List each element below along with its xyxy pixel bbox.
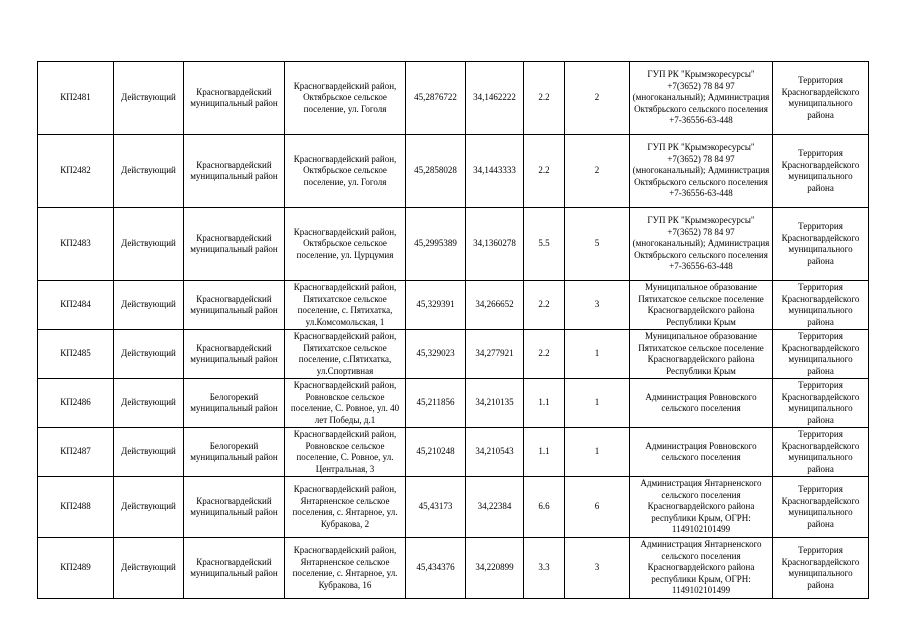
cell-territory: Территория Красногвардейского муниципального района (773, 62, 869, 135)
cell-territory: Территория Красногвардейского муниципального района (773, 428, 869, 477)
cell-owner: Администрация Янтарненского сельского поселения Красногвардейского района республики Крым, ОГРН: 1149102101499 (630, 477, 773, 538)
cell-id: КП2489 (38, 538, 114, 599)
cell-area: 2.2 (524, 135, 565, 208)
cell-count: 1 (565, 379, 630, 428)
cell-id: КП2488 (38, 477, 114, 538)
cell-status: Действующий (114, 208, 184, 281)
cell-id: КП2486 (38, 379, 114, 428)
cell-territory: Территория Красногвардейского муниципального района (773, 208, 869, 281)
cell-latitude: 45,329391 (406, 281, 466, 330)
cell-district: Белогорекий муниципальный район (184, 428, 285, 477)
cell-status: Действующий (114, 62, 184, 135)
cell-status: Действующий (114, 330, 184, 379)
cell-latitude: 45,329023 (406, 330, 466, 379)
cell-address: Красногвардейский район, Октябрьское сельское поселение, ул. Цурцумия (285, 208, 406, 281)
cell-area: 6.6 (524, 477, 565, 538)
table-row (38, 428, 869, 477)
cell-address: Красногвардейский район, Пятихатское сельское поселение, с.Пятихатка, ул.Спортивная (285, 330, 406, 379)
cell-district: Белогорекий муниципальный район (184, 379, 285, 428)
cell-longitude: 34,22384 (466, 477, 524, 538)
cell-longitude: 34,1360278 (466, 208, 524, 281)
cell-latitude: 45,2876722 (406, 62, 466, 135)
cell-longitude: 34,266652 (466, 281, 524, 330)
table-row (38, 135, 869, 208)
cell-longitude: 34,210543 (466, 428, 524, 477)
cell-id: КП2483 (38, 208, 114, 281)
cell-status: Действующий (114, 477, 184, 538)
table-row (38, 379, 869, 428)
cell-address: Красногвардейский район, Янтарненское сельское поселения, с. Янтарное, ул. Кубракова, 2 (285, 477, 406, 538)
cell-address: Красногвардейский район, Ровновское сельское поселение, С. Ровное, ул. 40 лет Победы, д.1 (285, 379, 406, 428)
cell-count: 5 (565, 208, 630, 281)
table-row (38, 538, 869, 599)
cell-count: 1 (565, 330, 630, 379)
registry-table (37, 61, 869, 599)
cell-latitude: 45,434376 (406, 538, 466, 599)
cell-count: 1 (565, 428, 630, 477)
cell-area: 5.5 (524, 208, 565, 281)
cell-territory: Территория Красногвардейского муниципального района (773, 281, 869, 330)
cell-owner: ГУП РК "Крымэкоресурсы" +7(3652) 78 84 97 (многоканальный); Администрация Октябрьского сельского поселения +7-36556-63-448 (630, 135, 773, 208)
cell-owner: Администрация Ровновского сельского поселения (630, 428, 773, 477)
cell-area: 1.1 (524, 379, 565, 428)
cell-id: КП2485 (38, 330, 114, 379)
cell-address: Красногвардейский район, Октябрьское сельское поселение, ул. Гоголя (285, 135, 406, 208)
table-row (38, 477, 869, 538)
cell-territory: Территория Красногвардейского муниципального района (773, 135, 869, 208)
cell-owner: Муниципальное образование Пятихатское сельское поселение Красногвардейского района Республики Крым (630, 281, 773, 330)
table-row (38, 208, 869, 281)
cell-longitude: 34,220899 (466, 538, 524, 599)
cell-latitude: 45,43173 (406, 477, 466, 538)
cell-district: Красногвардейский муниципальный район (184, 538, 285, 599)
cell-longitude: 34,210135 (466, 379, 524, 428)
cell-longitude: 34,1462222 (466, 62, 524, 135)
cell-id: КП2484 (38, 281, 114, 330)
cell-id: КП2481 (38, 62, 114, 135)
cell-id: КП2487 (38, 428, 114, 477)
cell-territory: Территория Красногвардейского муниципального района (773, 477, 869, 538)
cell-area: 2.2 (524, 330, 565, 379)
cell-address: Красногвардейский район, Октябрьское сельское поселение, ул. Гоголя (285, 62, 406, 135)
cell-area: 3.3 (524, 538, 565, 599)
cell-latitude: 45,211856 (406, 379, 466, 428)
table-row (38, 330, 869, 379)
cell-territory: Территория Красногвардейского муниципального района (773, 538, 869, 599)
cell-status: Действующий (114, 135, 184, 208)
cell-owner: ГУП РК "Крымэкоресурсы" +7(3652) 78 84 97 (многоканальный); Администрация Октябрьского сельского поселения +7-36556-63-448 (630, 62, 773, 135)
cell-area: 2.2 (524, 62, 565, 135)
cell-district: Красногвардейский муниципальный район (184, 62, 285, 135)
cell-district: Красногвардейский муниципальный район (184, 330, 285, 379)
cell-area: 1.1 (524, 428, 565, 477)
cell-address: Красногвардейский район, Ровновское сельское поселение, С. Ровное, ул. Центральная, 3 (285, 428, 406, 477)
cell-district: Красногвардейский муниципальный район (184, 477, 285, 538)
cell-district: Красногвардейский муниципальный район (184, 281, 285, 330)
table-row (38, 62, 869, 135)
cell-owner: Муниципальное образование Пятихатское сельское поселение Красногвардейского района Республики Крым (630, 330, 773, 379)
cell-latitude: 45,2995389 (406, 208, 466, 281)
cell-status: Действующий (114, 538, 184, 599)
cell-owner: Администрация Ровновского сельского поселения (630, 379, 773, 428)
cell-id: КП2482 (38, 135, 114, 208)
cell-count: 2 (565, 135, 630, 208)
cell-area: 2.2 (524, 281, 565, 330)
cell-owner: ГУП РК "Крымэкоресурсы" +7(3652) 78 84 97 (многоканальный); Администрация Октябрьского сельского поселения +7-36556-63-448 (630, 208, 773, 281)
cell-longitude: 34,277921 (466, 330, 524, 379)
cell-count: 3 (565, 538, 630, 599)
cell-latitude: 45,2858028 (406, 135, 466, 208)
cell-longitude: 34,1443333 (466, 135, 524, 208)
cell-count: 6 (565, 477, 630, 538)
cell-count: 2 (565, 62, 630, 135)
cell-status: Действующий (114, 428, 184, 477)
cell-address: Красногвардейский район, Янтарненское сельское поселение, с. Янтарное, ул. Кубракова, 16 (285, 538, 406, 599)
cell-status: Действующий (114, 379, 184, 428)
cell-territory: Территория Красногвардейского муниципального района (773, 379, 869, 428)
cell-owner: Администрация Янтарненского сельского поселения Красногвардейского района республики Крым, ОГРН: 1149102101499 (630, 538, 773, 599)
cell-territory: Территория Красногвардейского муниципального района (773, 330, 869, 379)
cell-address: Красногвардейский район, Пятихатское сельское поселение, с. Пятихатка, ул.Комсомольская, 1 (285, 281, 406, 330)
cell-status: Действующий (114, 281, 184, 330)
cell-district: Красногвардейский муниципальный район (184, 208, 285, 281)
cell-latitude: 45,210248 (406, 428, 466, 477)
cell-district: Красногвардейский муниципальный район (184, 135, 285, 208)
table-row (38, 281, 869, 330)
cell-count: 3 (565, 281, 630, 330)
